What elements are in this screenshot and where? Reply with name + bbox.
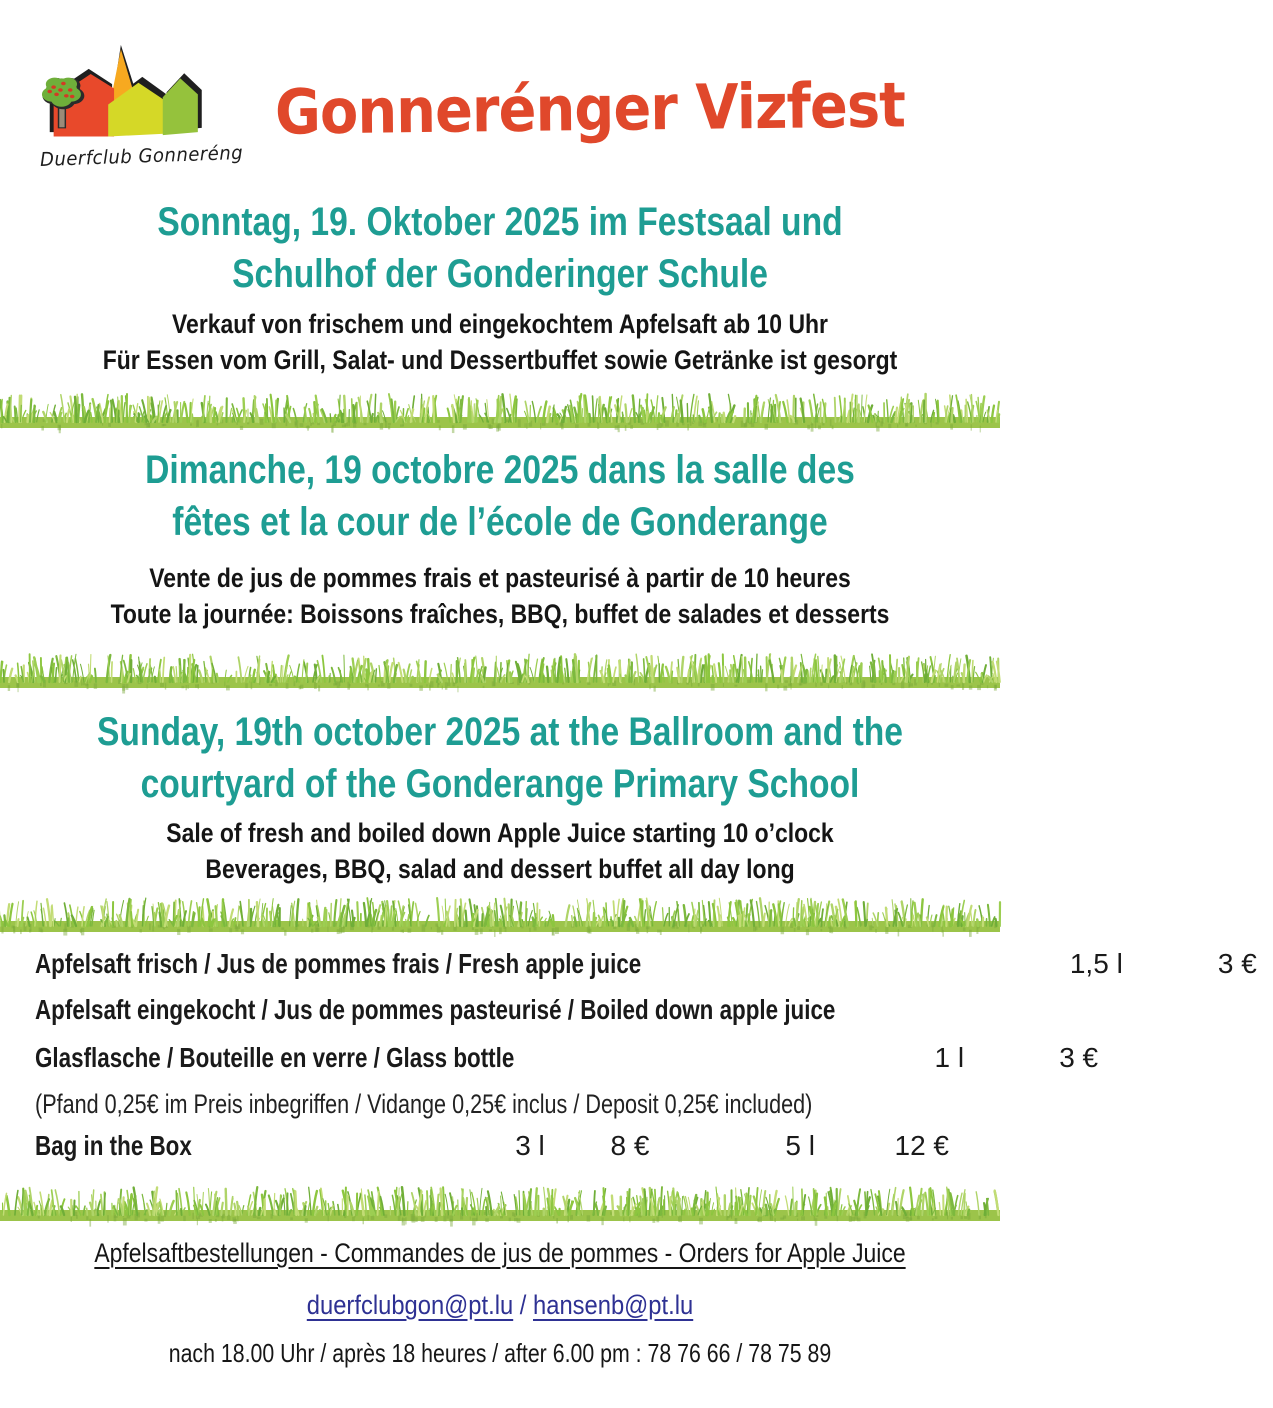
- orders-heading: [75, 1238, 925, 1269]
- price-row-glass-bottle: [35, 1036, 1099, 1080]
- german-subtext: [75, 306, 925, 378]
- german-heading: [80, 196, 920, 300]
- english-heading-line2: courtyard of the Gonderange Primary School: [140, 762, 860, 806]
- price-row-boiled-juice: [35, 988, 965, 1032]
- price-row-label: Glasflasche / Bouteille en verre / Glass bottle: [35, 1042, 515, 1073]
- french-heading: [80, 444, 920, 548]
- price-row-price: 3 €: [1217, 948, 1257, 979]
- grass-divider: [0, 896, 1000, 932]
- grass-divider: [0, 1185, 1000, 1221]
- orders-heading-text: Apfelsaftbestellungen - Commandes de jus de pommes - Orders for Apple Juice: [94, 1238, 906, 1268]
- price-row-fresh-juice: [35, 942, 1257, 986]
- logo-club-name: Duerfclub Gonneréng: [39, 141, 244, 171]
- price-row-volume-a: 3 l: [515, 1130, 545, 1161]
- french-heading-line1: Dimanche, 19 octobre 2025 dans la salle des: [145, 448, 855, 492]
- price-row-label: Apfelsaft frisch / Jus de pommes frais / Fresh apple juice: [35, 948, 642, 979]
- french-subtext: [75, 560, 925, 632]
- german-sub-line1: Verkauf von frischem und eingekochtem Apfelsaft ab 10 Uhr: [172, 309, 828, 339]
- english-sub-line1: Sale of fresh and boiled down Apple Juice starting 10 o’clock: [166, 818, 834, 848]
- price-row-volume-b: 5 l: [785, 1130, 815, 1161]
- club-logo: [40, 42, 250, 171]
- price-row-label: Apfelsaft eingekocht / Jus de pommes pasteurisé / Boiled down apple juice: [35, 994, 836, 1025]
- village-houses-icon: [40, 42, 230, 138]
- french-heading-line2: fêtes et la cour de l’école de Gonderange: [172, 500, 828, 544]
- phone-hours-line: nach 18.00 Uhr / après 18 heures / after 6.00 pm : 78 76 66 / 78 75 89: [168, 1338, 832, 1368]
- english-sub-line2: Beverages, BBQ, salad and dessert buffet all day long: [205, 854, 795, 884]
- grass-divider: [0, 392, 1000, 428]
- price-row-volume: 1,5 l: [1069, 948, 1123, 979]
- german-sub-line2: Für Essen vom Grill, Salat- und Dessertbuffet sowie Getränke ist gesorgt: [102, 345, 898, 375]
- french-sub-line2: Toute la journée: Boissons fraîches, BBQ, buffet de salades et desserts: [110, 599, 890, 629]
- deposit-note: (Pfand 0,25€ im Preis inbegriffen / Vidange 0,25€ inclus / Deposit 0,25€ included): [35, 1088, 813, 1119]
- grass-divider: [0, 652, 1000, 688]
- english-subtext: [75, 815, 925, 887]
- french-sub-line1: Vente de jus de pommes frais et pasteurisé à partir de 10 heures: [149, 563, 851, 593]
- email-separator: /: [513, 1290, 534, 1320]
- price-row-price-b: 12 €: [894, 1130, 949, 1161]
- price-row-bag-in-box: [35, 1124, 965, 1168]
- event-title: Gonnerénger Vizfest: [274, 68, 906, 149]
- german-heading-line2: Schulhof der Gonderinger Schule: [232, 252, 768, 296]
- email-link-duerfclubgon[interactable]: duerfclubgon@pt.lu: [306, 1290, 514, 1320]
- german-heading-line1: Sonntag, 19. Oktober 2025 im Festsaal und: [157, 200, 843, 244]
- deposit-note-row: [35, 1082, 965, 1126]
- english-heading: [80, 706, 920, 810]
- contact-emails: [60, 1290, 940, 1321]
- english-heading-line1: Sunday, 19th october 2025 at the Ballroom and the: [97, 710, 903, 754]
- price-row-label: Bag in the Box: [35, 1130, 192, 1161]
- price-row-volume: 1 l: [934, 1042, 965, 1073]
- price-row-price-a: 8 €: [610, 1130, 650, 1161]
- price-row-price: 3 €: [1059, 1042, 1099, 1073]
- email-link-hansenb[interactable]: hansenb@pt.lu: [533, 1290, 694, 1320]
